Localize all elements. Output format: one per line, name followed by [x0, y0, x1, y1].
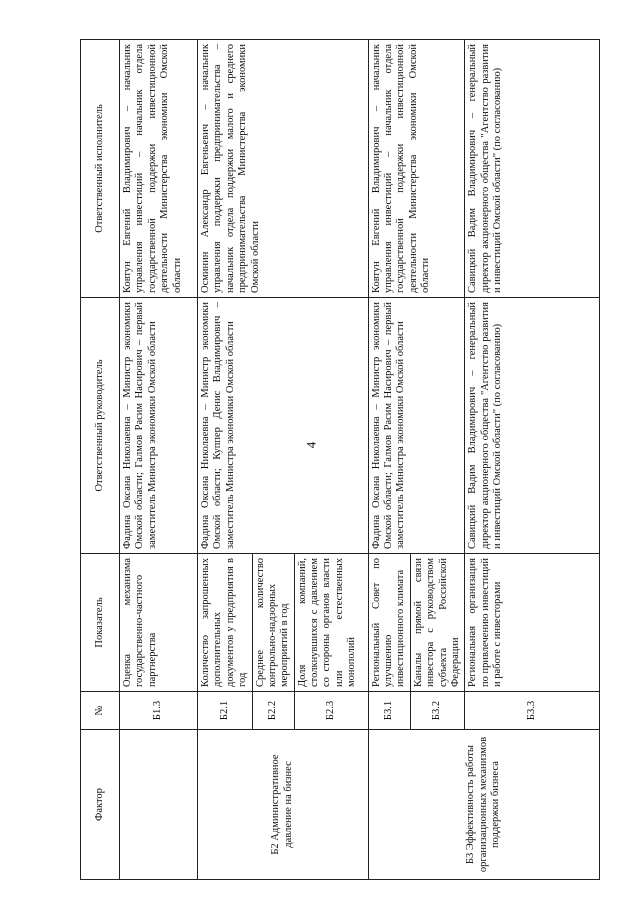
row-indicator: Каналы прямой связи инвестора с руководством субъекта Российской Федерации: [410, 554, 465, 692]
rotated-table-wrapper: [80, 40, 600, 880]
row-indicator: Количество запрошенных дополнительных документов у предприятия в год: [198, 554, 253, 692]
row-indicator: Региональный Совет по улучшению инвестиционного климата: [368, 554, 410, 692]
factor-b2: Б2 Административное давление на бизнес: [198, 730, 369, 880]
table-row: [368, 40, 410, 880]
factor-cell-empty: [120, 730, 198, 880]
table-header-row: [81, 40, 120, 880]
row-indicator: Среднее количество контрольно-надзорных мероприятий в год: [252, 554, 294, 692]
row-num: Б1.3: [120, 692, 198, 730]
row-indicator: Региональная организация по привлечению инвестиций и работе с инвесторами: [465, 554, 600, 692]
b2-head: Фадина Оксана Николаевна – Министр экономики Омской области; Куппер Денис Владимирович – заместитель Министра экономики Омской области: [198, 298, 369, 554]
header-factor: Фактор: [81, 730, 120, 880]
row-num: Б2.1: [198, 692, 253, 730]
header-num: №: [81, 692, 120, 730]
factor-b3: Б3 Эффективность работы организационных механизмов поддержки бизнеса: [368, 730, 599, 880]
b2-executor: Осминин Александр Евгеньевич – начальник управления поддержки предпринимательства – начальник отдела поддержки малого и среднего предпринимательства Министерства экономики Омской области: [198, 40, 369, 298]
responsibility-table: [80, 39, 600, 880]
b3-head-a: Фадина Оксана Николаевна – Министр экономики Омской области; Галмов Расим Насирович – первый заместитель Министра экономики Омской области: [368, 298, 465, 554]
row-num: Б3.3: [465, 692, 600, 730]
table-row: [198, 40, 253, 880]
row-indicator: Оценка механизма государственно-частного партнерства: [120, 554, 198, 692]
row-indicator: Доля компаний, столкнувшихся с давлением со стороны органов власти или естественных монополий: [294, 554, 368, 692]
page-number: 4: [303, 441, 319, 449]
row-head: Фадина Оксана Николаевна – Министр экономики Омской области; Галмов Расим Насирович – первый заместитель Министра экономики Омской области: [120, 298, 198, 554]
header-responsible-head: Ответственный руководитель: [81, 298, 120, 554]
header-responsible-executor: Ответственный исполнитель: [81, 40, 120, 298]
b3-executor-b: Савицкий Вадим Владимирович – генеральный директор акционерного общества "Агентство развития и инвестиций Омской области" (по согласованию): [465, 40, 600, 298]
row-num: Б3.1: [368, 692, 410, 730]
table-row: [120, 40, 198, 880]
header-indicator: Показатель: [81, 554, 120, 692]
row-executor: Ковтун Евгений Владимирович – начальник управления инвестиций – начальник отдела государственной поддержки инвестиционной деятельности Министерства экономики Омской области: [120, 40, 198, 298]
row-num: Б2.2: [252, 692, 294, 730]
b3-head-b: Савицкий Вадим Владимирович – генеральный директор акционерного общества "Агентство развития и инвестиций Омской области" (по согласованию): [465, 298, 600, 554]
row-num: Б3.2: [410, 692, 465, 730]
b3-executor-a: Ковтун Евгений Владимирович – начальник управления инвестиций – начальник отдела государственной поддержки инвестиционной деятельности Министерства экономики Омской области: [368, 40, 465, 298]
row-num: Б2.3: [294, 692, 368, 730]
